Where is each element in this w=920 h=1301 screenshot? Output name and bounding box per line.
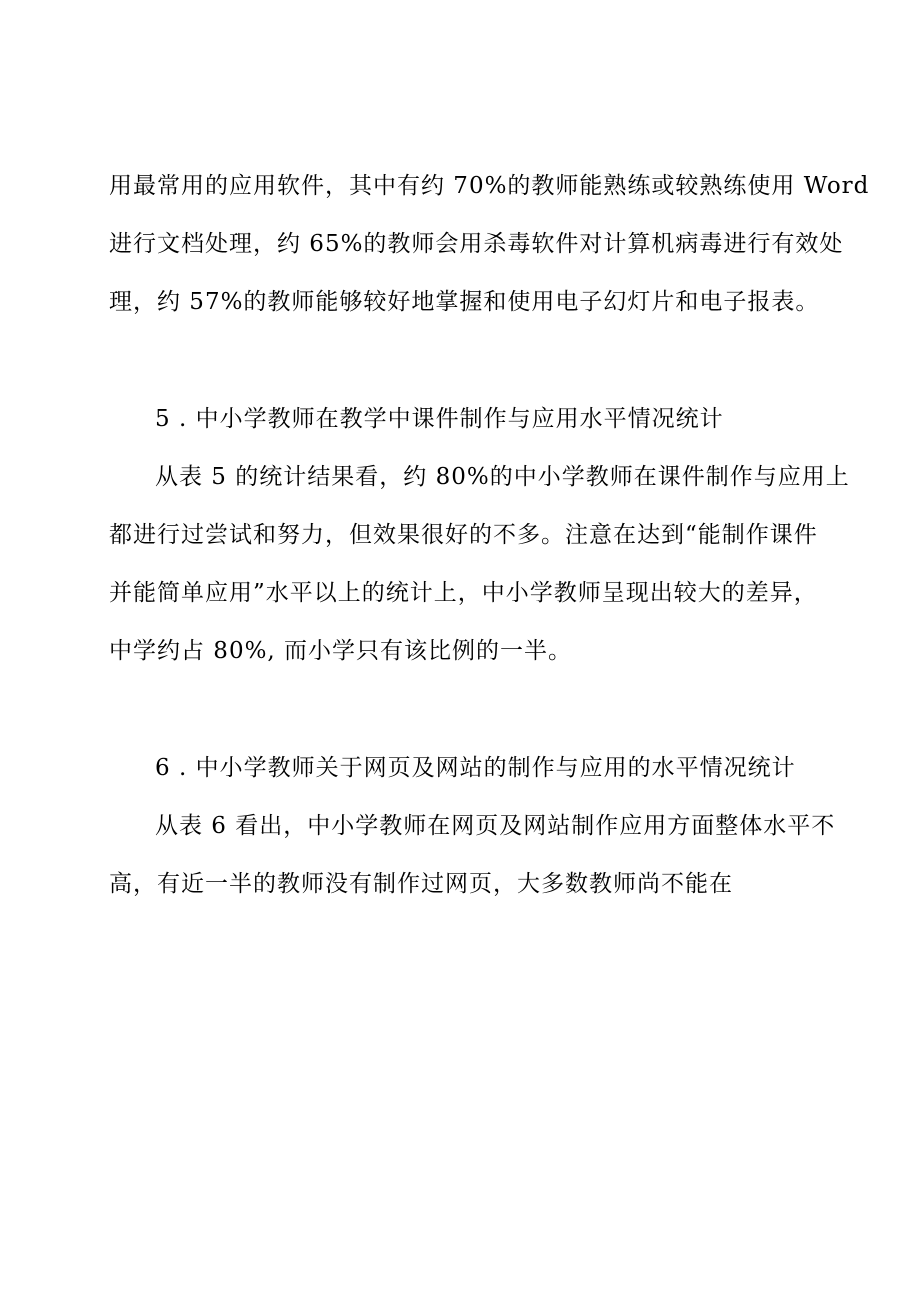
paragraph-line: 进行文档处理，约 65%的教师会用杀毒软件对计算机病毒进行有效处	[109, 231, 844, 257]
section-heading-5: 5 . 中小学教师在教学中课件制作与应用水平情况统计	[155, 406, 724, 432]
paragraph-line: 高，有近一半的教师没有制作过网页，大多数教师尚不能在	[109, 871, 733, 897]
paragraph-line: 从表 5 的统计结果看，约 80%的中小学教师在课件制作与应用上	[155, 464, 850, 490]
paragraph-line: 都进行过尝试和努力，但效果很好的不多。注意在达到“能制作课件	[109, 522, 818, 548]
paragraph-line: 理，约 57%的教师能够较好地掌握和使用电子幻灯片和电子报表。	[109, 289, 820, 315]
paragraph-line: 从表 6 看出，中小学教师在网页及网站制作应用方面整体水平不	[155, 813, 836, 839]
paragraph-line: 中学约占 80%, 而小学只有该比例的一半。	[109, 638, 573, 664]
paragraph-line: 用最常用的应用软件，其中有约 70%的教师能熟练或较熟练使用 Word	[109, 173, 870, 199]
section-heading-6: 6 . 中小学教师关于网页及网站的制作与应用的水平情况统计	[155, 755, 796, 781]
paragraph-line: 并能简单应用”水平以上的统计上，中小学教师呈现出较大的差异，	[109, 580, 818, 606]
